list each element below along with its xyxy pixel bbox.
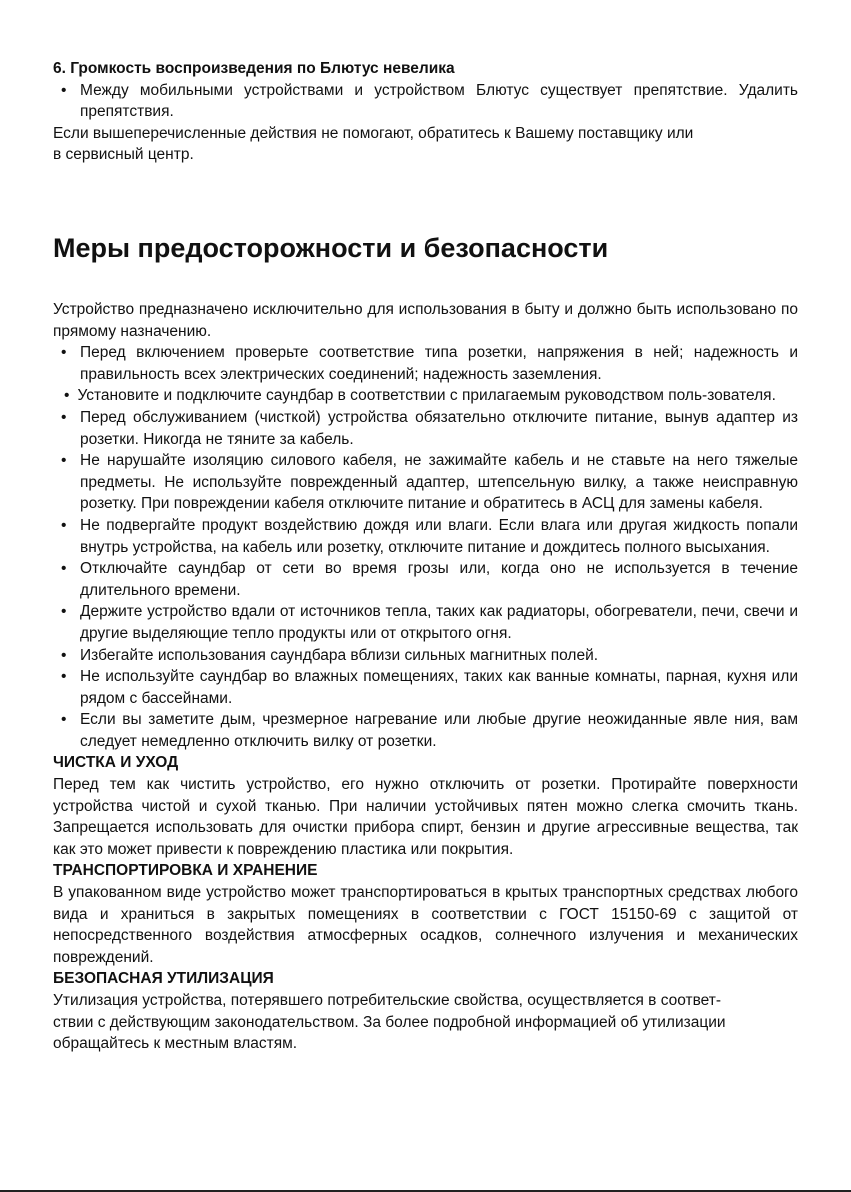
volume-bullet-list xyxy=(53,80,798,123)
safety-section xyxy=(53,299,798,1055)
bullet-icon: • xyxy=(64,387,70,405)
list-item xyxy=(53,666,798,709)
list-item-text: Не используйте саундбар во влажных помещениях, таких как ванные комнаты, парная, кухня или рядом с бассейнами. xyxy=(80,668,798,707)
list-item xyxy=(53,558,798,601)
list-item-text: Отключайте саундбар от сети во время грозы или, когда оно не используется в течение длительного времени. xyxy=(80,560,798,599)
list-item-text: Перед включением проверьте соответствие типа розетки, напряжения в ней; надежность и правильность всех электрических соединений; надежность заземления. xyxy=(80,344,798,383)
disposal-text-line-1: Утилизация устройства, потерявшего потребительские свойства, осуществляется в соответ- xyxy=(53,992,722,1009)
list-item xyxy=(53,601,798,644)
list-item-text: Между мобильными устройствами и устройством Блютус существует препятствие. Удалить препятствия. xyxy=(80,81,798,121)
bullet-icon: • xyxy=(61,668,67,686)
document-page xyxy=(53,58,798,1053)
list-item-text: Не нарушайте изоляцию силового кабеля, не зажимайте кабель и не ставьте на него тяжелые предметы. Не используйте поврежденный адаптер, штепсельную вилку, а также неисправную розетку. При повреждении кабеля отключите питание и обратитесь в АСЦ для замены кабеля. xyxy=(80,452,798,513)
bullet-icon: • xyxy=(61,344,67,362)
list-item xyxy=(53,645,798,667)
list-item-text: Избегайте использования саундбара вблизи сильных магнитных полей. xyxy=(80,646,599,664)
bullet-icon: • xyxy=(61,81,67,99)
list-item-text: Перед обслуживанием (чисткой) устройства обязательно отключите питание, вынув адаптер из розетки. Никогда не тяните за кабель. xyxy=(80,408,798,448)
bullet-icon: • xyxy=(61,603,67,621)
disposal-text-line-3: обращайтесь к местным властям. xyxy=(53,1035,298,1053)
disposal-text-line-2: ствии с действующим законодательством. За более подробной информацией об утилизации xyxy=(53,1013,726,1031)
list-item-text: Держите устройство вдали от источников тепла, таких как радиаторы, обогреватели, печи, свечи и другие выделяющие тепло продукты или от открытого огня. xyxy=(80,603,798,642)
cleaning-title: ЧИСТКА И УХОД xyxy=(53,754,179,772)
cleaning-text: Перед тем как чистить устройство, его нужно отключить от розетки. Протирайте поверхности устройства чистой и сухой тканью. При наличии устойчивых пятен можно слегка смочить ткань. Запрещается использовать для очистки прибора спирт, бензин и другие агрессивные вещества, так как это может привести к повреждению пластика или покрытия. xyxy=(53,776,798,858)
service-note-line-1: Если вышеперечисленные действия не помогают, обратитесь к Вашему поставщику или xyxy=(53,124,694,142)
list-item xyxy=(53,342,798,385)
bullet-icon: • xyxy=(61,452,67,470)
bullet-icon: • xyxy=(61,711,67,729)
bullet-icon: • xyxy=(61,646,67,664)
safety-intro: Устройство предназначено исключительно для использования в быту и должно быть использовано по прямому назначению. xyxy=(53,301,798,340)
list-item xyxy=(53,80,798,123)
volume-section-title: 6. Громкость воспроизведения по Блютус невелика xyxy=(53,60,455,77)
transport-text: В упакованном виде устройство может транспортироваться в крытых транспортных средствах любого вида и храниться в закрытых помещениях в соответствии с ГОСТ 15150-69 с защитой от непосредственного воздействия атмосферных осадков, солнечного излучения и механических повреждений. xyxy=(53,884,798,966)
list-item xyxy=(53,709,798,752)
list-item-text: Установите и подключите саундбар в соответствии с прилагаемым руководством поль-зователя. xyxy=(77,387,776,405)
page-title: Меры предосторожности и безопасности xyxy=(53,233,609,263)
transport-title: ТРАНСПОРТИРОВКА И ХРАНЕНИЕ xyxy=(53,862,318,880)
disposal-title: БЕЗОПАСНАЯ УТИЛИЗАЦИЯ xyxy=(53,970,274,988)
bullet-icon: • xyxy=(61,560,67,578)
list-item xyxy=(53,515,798,558)
bullet-icon: • xyxy=(61,408,67,426)
bullet-icon: • xyxy=(61,516,67,534)
safety-list xyxy=(53,342,798,752)
list-item xyxy=(53,407,798,450)
list-item-text: Не подвергайте продукт воздействию дождя или влаги. Если влага или другая жидкость попали внутрь устройства, на кабель или розетку, отключите питание и дождитесь полного высыхания. xyxy=(80,516,798,556)
service-note-line-2: в сервисный центр. xyxy=(53,146,194,164)
list-item-text: Если вы заметите дым, чрезмерное нагревание или любые другие неожиданные явле ния, вам следует немедленно отключить вилку от розетки. xyxy=(80,711,798,750)
list-item xyxy=(53,385,798,407)
list-item xyxy=(53,450,798,515)
